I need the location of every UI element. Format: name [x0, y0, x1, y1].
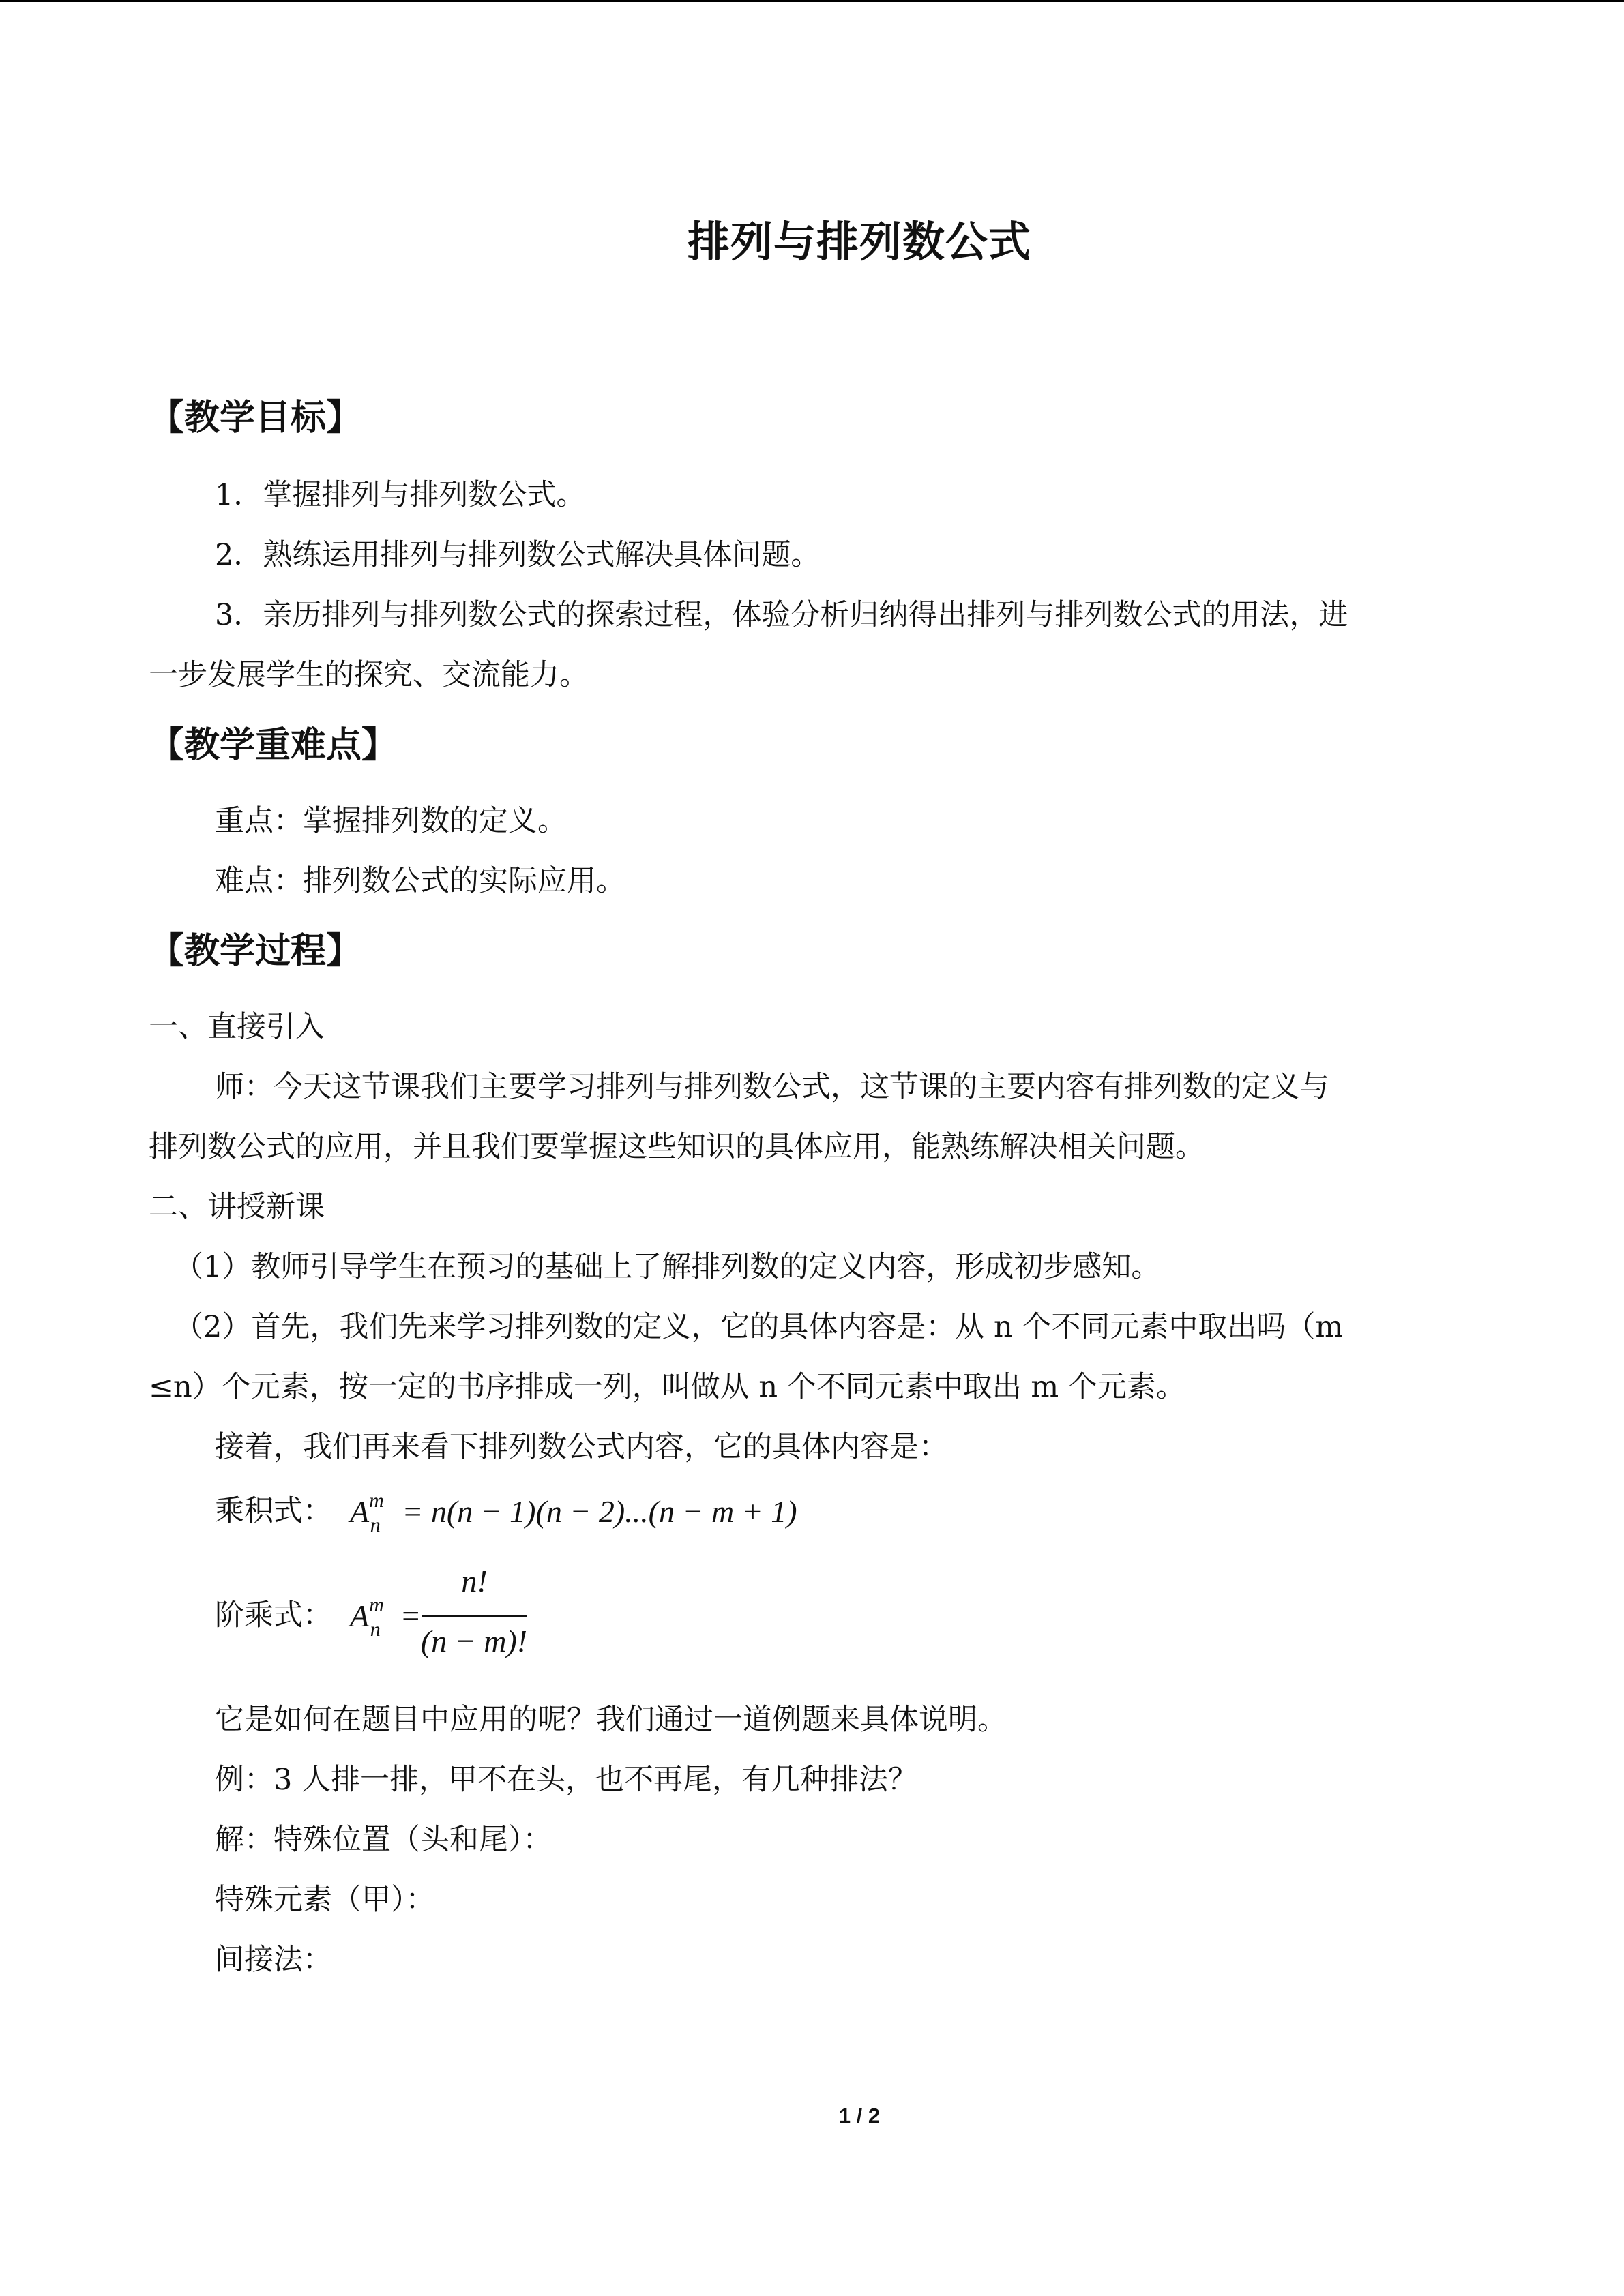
goal-item-3-continued: 一步发展学生的探究、交流能力。 — [149, 658, 589, 692]
step-2-line1: （2）首先，我们先来学习排列数的定义，它的具体内容是：从 n 个不同元素中取出吗（m — [174, 1310, 1344, 1344]
step-1: （1）教师引导学生在预习的基础上了解排列数的定义内容，形成初步感知。 — [174, 1250, 1161, 1284]
part1-paragraph-line1: 师：今天这节课我们主要学习排列与排列数公式，这节课的主要内容有排列数的定义与 — [215, 1070, 1329, 1104]
step-2-line2: ≤n）个元素，按一定的书序排成一列，叫做从 n 个不同元素中取出 m 个元素。 — [149, 1370, 1185, 1404]
factorial-numerator: n! — [461, 1564, 488, 1598]
key-point: 重点：掌握排列数的定义。 — [215, 804, 567, 838]
solution-special-position: 解：特殊位置（头和尾）： — [215, 1823, 552, 1857]
document-title: 排列与排列数公式 — [687, 217, 1031, 267]
fraction-bar — [422, 1615, 527, 1617]
solution-special-element: 特殊元素（甲）： — [215, 1883, 435, 1917]
product-formula-label: 乘积式： — [215, 1494, 332, 1528]
top-border-line — [0, 0, 1624, 2]
factorial-formula-label: 阶乘式： — [215, 1598, 332, 1632]
application-question: 它是如何在题目中应用的呢？我们通过一道例题来具体说明。 — [215, 1703, 1007, 1737]
solution-indirect-method: 间接法： — [215, 1943, 332, 1977]
part2-title: 二、讲授新课 — [149, 1190, 325, 1224]
goal-item-1: 1．掌握排列与排列数公式。 — [215, 478, 586, 512]
factorial-formula-lhs: $A^m_n$ = — [350, 1594, 420, 1641]
goal-item-3: 3．亲历排列与排列数公式的探索过程，体验分析归纳得出排列与排列数公式的用法，进 — [215, 598, 1348, 632]
part1-paragraph-line2: 排列数公式的应用，并且我们要掌握这些知识的具体应用，能熟练解决相关问题。 — [149, 1130, 1205, 1164]
key-difficulties-heading: 【教学重难点】 — [149, 725, 398, 766]
teaching-process-heading: 【教学过程】 — [149, 931, 362, 972]
product-formula: $A^m_n = n(n - 1)(n - 2)...(n - m + 1)$ — [350, 1489, 797, 1536]
teaching-goals-heading: 【教学目标】 — [149, 398, 362, 438]
page-number: 1 / 2 — [838, 2104, 881, 2128]
difficult-point: 难点：排列数公式的实际应用。 — [215, 864, 625, 898]
example-problem: 例：3 人排一排，甲不在头，也不再尾，有几种排法？ — [215, 1763, 918, 1797]
goal-item-2: 2．熟练运用排列与排列数公式解决具体问题。 — [215, 538, 821, 572]
part1-title: 一、直接引入 — [149, 1010, 325, 1044]
factorial-denominator: (n − m)! — [420, 1624, 528, 1658]
formula-intro: 接着，我们再来看下排列数公式内容，它的具体内容是： — [215, 1430, 948, 1464]
